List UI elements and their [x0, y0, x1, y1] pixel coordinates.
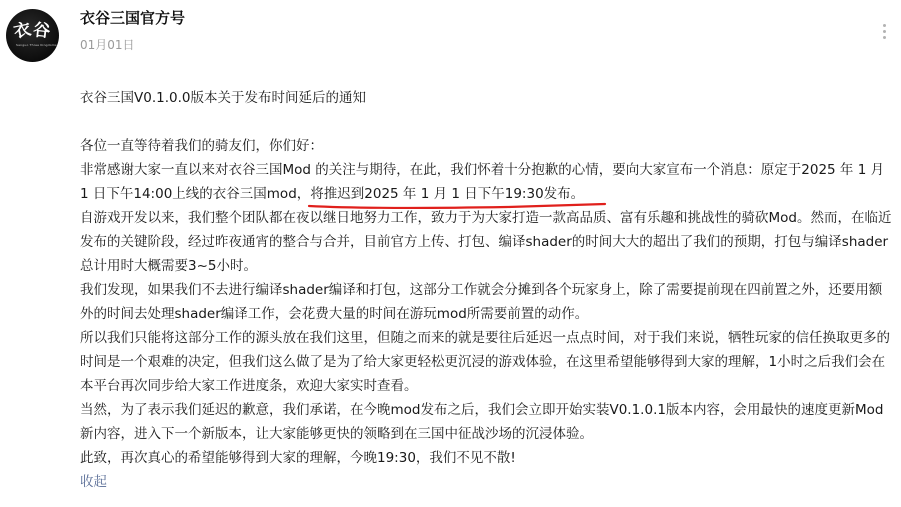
collapse-link[interactable]: 收起 — [80, 474, 107, 490]
paragraph-promise: 当然，为了表示我们延迟的歉意，我们承诺，在今晚mod发布之后，我们会立即开始实装V0.1.0.1版本内容，会用最快的速度更新Mod新内容，进入下一个新版本，让大家能够更快的领略到在三国中征战沙场的沉浸体验。 — [80, 402, 884, 442]
article-body — [80, 86, 895, 494]
more-dot — [883, 30, 886, 33]
logo-subtext: Sanguo Three Kingdoms — [16, 43, 57, 47]
post-date: 01月01日 — [80, 38, 135, 52]
more-vertical-icon[interactable] — [877, 22, 893, 42]
account-name[interactable]: 衣谷三国官方号 — [80, 9, 186, 27]
paragraph-shader: 我们发现，如果我们不去进行编译shader编译和打包，这部分工作就会分摊到各个玩家身上，除了需要提前现在四前置之外，还要用额外的时间去处理shader编译工作，会花费大量的时间在游玩mod所需要前置的动作。 — [80, 282, 883, 322]
announcement-text: 非常感谢大家一直以来对衣谷三国Mod 的关注与期待，在此，我们怀着十分抱歉的心情，要向大家宣布一个消息：原定于2025 年 1 月 1 日下午14:00上线的衣谷三国mod， — [80, 162, 889, 202]
paragraph-development: 自游戏开发以来，我们整个团队都在夜以继日地努力工作，致力于为大家打造一款高品质、富有乐趣和挑战性的骑砍Mod。然而，在临近发布的关键阶段，经过昨夜通宵的整合与合并，目前官方上传、打包、编译shader的时间大大的超出了我们的预期，打包与编译shader总计用时大概需要3~5小时。 — [80, 210, 892, 274]
paragraph-closing: 此致，再次真心的希望能够得到大家的理解，今晚19:30，我们不见不散! — [80, 450, 516, 466]
highlighted-text: 将推迟到2025 年 1 月 1 日下午19:30发布。 — [310, 186, 585, 202]
avatar[interactable] — [6, 9, 59, 62]
more-dot — [883, 36, 886, 39]
greeting: 各位一直等待着我们的骑友们，你们好： — [80, 138, 323, 154]
logo-char-1: 衣 — [12, 19, 33, 43]
highlighted-new-release-time — [310, 182, 584, 206]
article-title: 衣谷三国V0.1.0.0版本关于发布时间延后的通知 — [80, 90, 366, 106]
paragraph-decision: 所以我们只能将这部分工作的源头放在我们这里，但随之而来的就是要往后延迟一点点时间，对于我们来说，牺牲玩家的信任换取更多的时间是一个艰难的决定，但我们这么做了是为了给大家更轻松更沉浸的游戏体验，在这里希望能够得到大家的理解，1小时之后我们会在本平台再次同步给大家工作进度条，欢迎大家实时查看。 — [80, 330, 890, 394]
more-dot — [883, 24, 886, 27]
paragraph-announcement — [80, 158, 895, 206]
logo-char-2: 谷 — [32, 20, 52, 42]
